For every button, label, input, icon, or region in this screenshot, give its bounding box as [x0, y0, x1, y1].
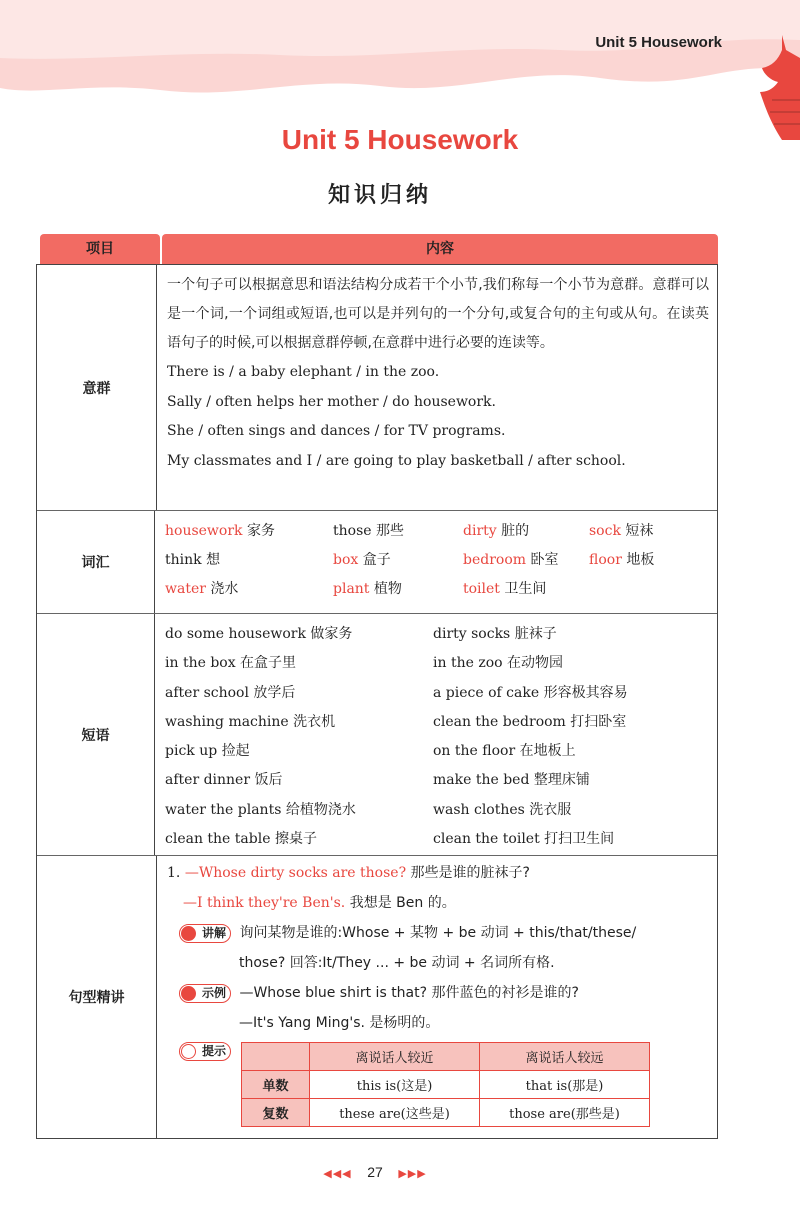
- page-subtitle: 知识归纳: [327, 183, 432, 208]
- row-label: 意群: [37, 265, 157, 510]
- vocab-meaning: 卧室: [530, 552, 559, 568]
- pencil-icon: [181, 986, 196, 1001]
- example-sentence: She / often sings and dances / for TV programs.: [167, 423, 506, 439]
- vocab-item: [333, 517, 463, 546]
- row-label: 词汇: [37, 511, 155, 613]
- vocab-meaning: 浇水: [210, 581, 239, 597]
- phrase-item: after dinner 饭后: [165, 772, 283, 789]
- vocab-meaning: 脏的: [501, 523, 530, 539]
- example-question: —Whose blue shirt is that? 那件蓝色的衬衫是谁的?: [239, 985, 579, 1001]
- vocab-word: floor: [589, 552, 622, 568]
- phrase-item: washing machine 洗衣机: [165, 713, 336, 730]
- tip-row-label: 单数: [242, 1071, 310, 1099]
- item-number: 1.: [167, 865, 181, 881]
- table-header: [36, 234, 718, 264]
- vocab-item: [333, 575, 463, 604]
- tip-table-row: [242, 1071, 650, 1099]
- phrase-item: clean the toilet 打扫卫生间: [433, 831, 615, 848]
- vocab-word: sock: [589, 523, 621, 539]
- phrase-item: water the plants 给植物浇水: [165, 801, 356, 818]
- prev-arrows-icon: ◀◀◀: [323, 1168, 352, 1180]
- example-answer: —It's Yang Ming's. 是杨明的。: [239, 1015, 440, 1031]
- table-body: [36, 264, 718, 1139]
- vocab-word: those: [333, 523, 372, 539]
- tip-block: [167, 1042, 709, 1127]
- row-label: 短语: [37, 614, 155, 855]
- answer-english: —I think they're Ben's.: [183, 895, 346, 911]
- vocab-item: [165, 546, 333, 575]
- row-sense-group: [37, 265, 717, 511]
- tip-header-cell: [242, 1043, 310, 1071]
- phrase-item: on the floor 在地板上: [433, 743, 576, 760]
- tip-cell: this is(这是): [310, 1071, 480, 1099]
- page-title: Unit 5 Housework: [281, 124, 519, 155]
- phrase-grid: [165, 620, 709, 854]
- lightbulb-icon: [181, 1044, 196, 1059]
- row-label: 句型精讲: [37, 856, 157, 1138]
- phrase-item: clean the bedroom 打扫卧室: [433, 713, 627, 730]
- vocab-meaning: 想: [206, 552, 221, 568]
- phrase-item: a piece of cake 形容极其容易: [433, 684, 628, 701]
- phrase-item: in the zoo 在动物园: [433, 655, 564, 672]
- header-item: 项目: [40, 234, 160, 264]
- vocab-item: [165, 575, 333, 604]
- tip-table-row: [242, 1099, 650, 1127]
- phrase-item: clean the table 擦桌子: [165, 831, 317, 848]
- vocab-word: bedroom: [463, 552, 527, 568]
- example-sentence: My classmates and I / are going to play basketball / after school.: [167, 452, 626, 469]
- vocab-meaning: 家务: [246, 523, 275, 539]
- row-phrases: [37, 614, 717, 856]
- tip-table-header: [242, 1043, 650, 1071]
- tip-cell: these are(这些是): [310, 1099, 480, 1127]
- vocab-item: [463, 546, 589, 575]
- row-content: [155, 511, 717, 613]
- phrase-item: wash clothes 洗衣服: [433, 801, 572, 818]
- phrase-item: in the box 在盒子里: [165, 655, 297, 672]
- vocab-word: housework: [165, 523, 243, 539]
- row-sentence-patterns: [37, 856, 717, 1138]
- vocab-word: plant: [333, 581, 370, 597]
- vocab-word: think: [165, 552, 202, 568]
- vocab-meaning: 那些: [376, 523, 404, 539]
- phrase-item: make the bed 整理床铺: [433, 772, 590, 789]
- phrase-item: dirty socks 脏袜子: [433, 626, 557, 642]
- question-chinese: 那些是谁的脏袜子?: [410, 865, 530, 881]
- tip-header-cell: 离说话人较远: [480, 1043, 650, 1071]
- vocab-meaning: 植物: [373, 581, 402, 597]
- vocab-item: [463, 517, 589, 546]
- row-content: [157, 856, 717, 1138]
- tip-cell: that is(那是): [480, 1071, 650, 1099]
- row-content: [155, 614, 717, 855]
- vocab-word: box: [333, 552, 359, 568]
- answer-chinese: 我想是 Ben 的。: [349, 895, 456, 911]
- tip-header-cell: 离说话人较近: [310, 1043, 480, 1071]
- example-sentence: There is / a baby elephant / in the zoo.: [167, 364, 440, 380]
- explanation-text-continued: those? 回答:It/They ... + be 动词 + 名词所有格.: [239, 955, 555, 971]
- row-vocabulary: [37, 511, 717, 614]
- sentence-question: [167, 858, 709, 888]
- phrase-item: do some housework 做家务: [165, 626, 353, 642]
- explanation-text: 询问某物是谁的:Whose + 某物 + be 动词 + this/that/these/: [239, 925, 637, 941]
- tip-tag: 提示: [179, 1042, 231, 1061]
- phrase-item: pick up 捡起: [165, 743, 250, 760]
- example-tag: 示例: [179, 984, 231, 1003]
- example-line: [167, 978, 709, 1008]
- sense-group-explanation: 一个句子可以根据意思和语法结构分成若干个小节,我们称每一个小节为意群。意群可以是一个词,一个词组或短语,也可以是并列句的一个分句,或复合句的主句或从句。在读英语句子的时候,可以根据意群停顿,在意群中进行必要的连读等。: [167, 277, 709, 351]
- next-arrows-icon: ▶▶▶: [398, 1168, 427, 1180]
- tip-table: [241, 1042, 650, 1127]
- vocabulary-grid: [165, 517, 709, 604]
- vocab-item: [165, 517, 333, 546]
- vocab-item: [333, 546, 463, 575]
- sentence-answer: [167, 888, 709, 918]
- page-footer: [0, 1164, 750, 1180]
- vocab-meaning: 地板: [626, 552, 655, 568]
- example-answer-line: [167, 1008, 709, 1038]
- vocab-word: toilet: [463, 581, 500, 597]
- explain-tag: 讲解: [179, 924, 231, 943]
- vocab-word: dirty: [463, 523, 497, 539]
- row-content: [157, 265, 717, 510]
- vocab-word: water: [165, 581, 206, 597]
- header-content: 内容: [162, 234, 718, 264]
- explanation-line: [167, 918, 709, 948]
- question-english: —Whose dirty socks are those?: [184, 865, 407, 881]
- page-number: 27: [367, 1164, 383, 1180]
- vocab-meaning: 短袜: [625, 523, 654, 539]
- vocab-item: [463, 575, 589, 604]
- knowledge-table: [36, 234, 718, 1139]
- vocab-meaning: 卫生间: [504, 581, 547, 597]
- tip-row-label: 复数: [242, 1099, 310, 1127]
- tip-cell: those are(那些是): [480, 1099, 650, 1127]
- header-band: [0, 0, 800, 110]
- phrase-item: after school 放学后: [165, 684, 296, 701]
- vocab-item: [589, 517, 709, 546]
- running-title: Unit 5 Housework: [595, 34, 722, 51]
- example-sentence: Sally / often helps her mother / do housework.: [167, 393, 496, 410]
- vocab-item: [589, 546, 709, 575]
- explain-icon: [181, 926, 196, 941]
- vocab-meaning: 盒子: [362, 552, 391, 568]
